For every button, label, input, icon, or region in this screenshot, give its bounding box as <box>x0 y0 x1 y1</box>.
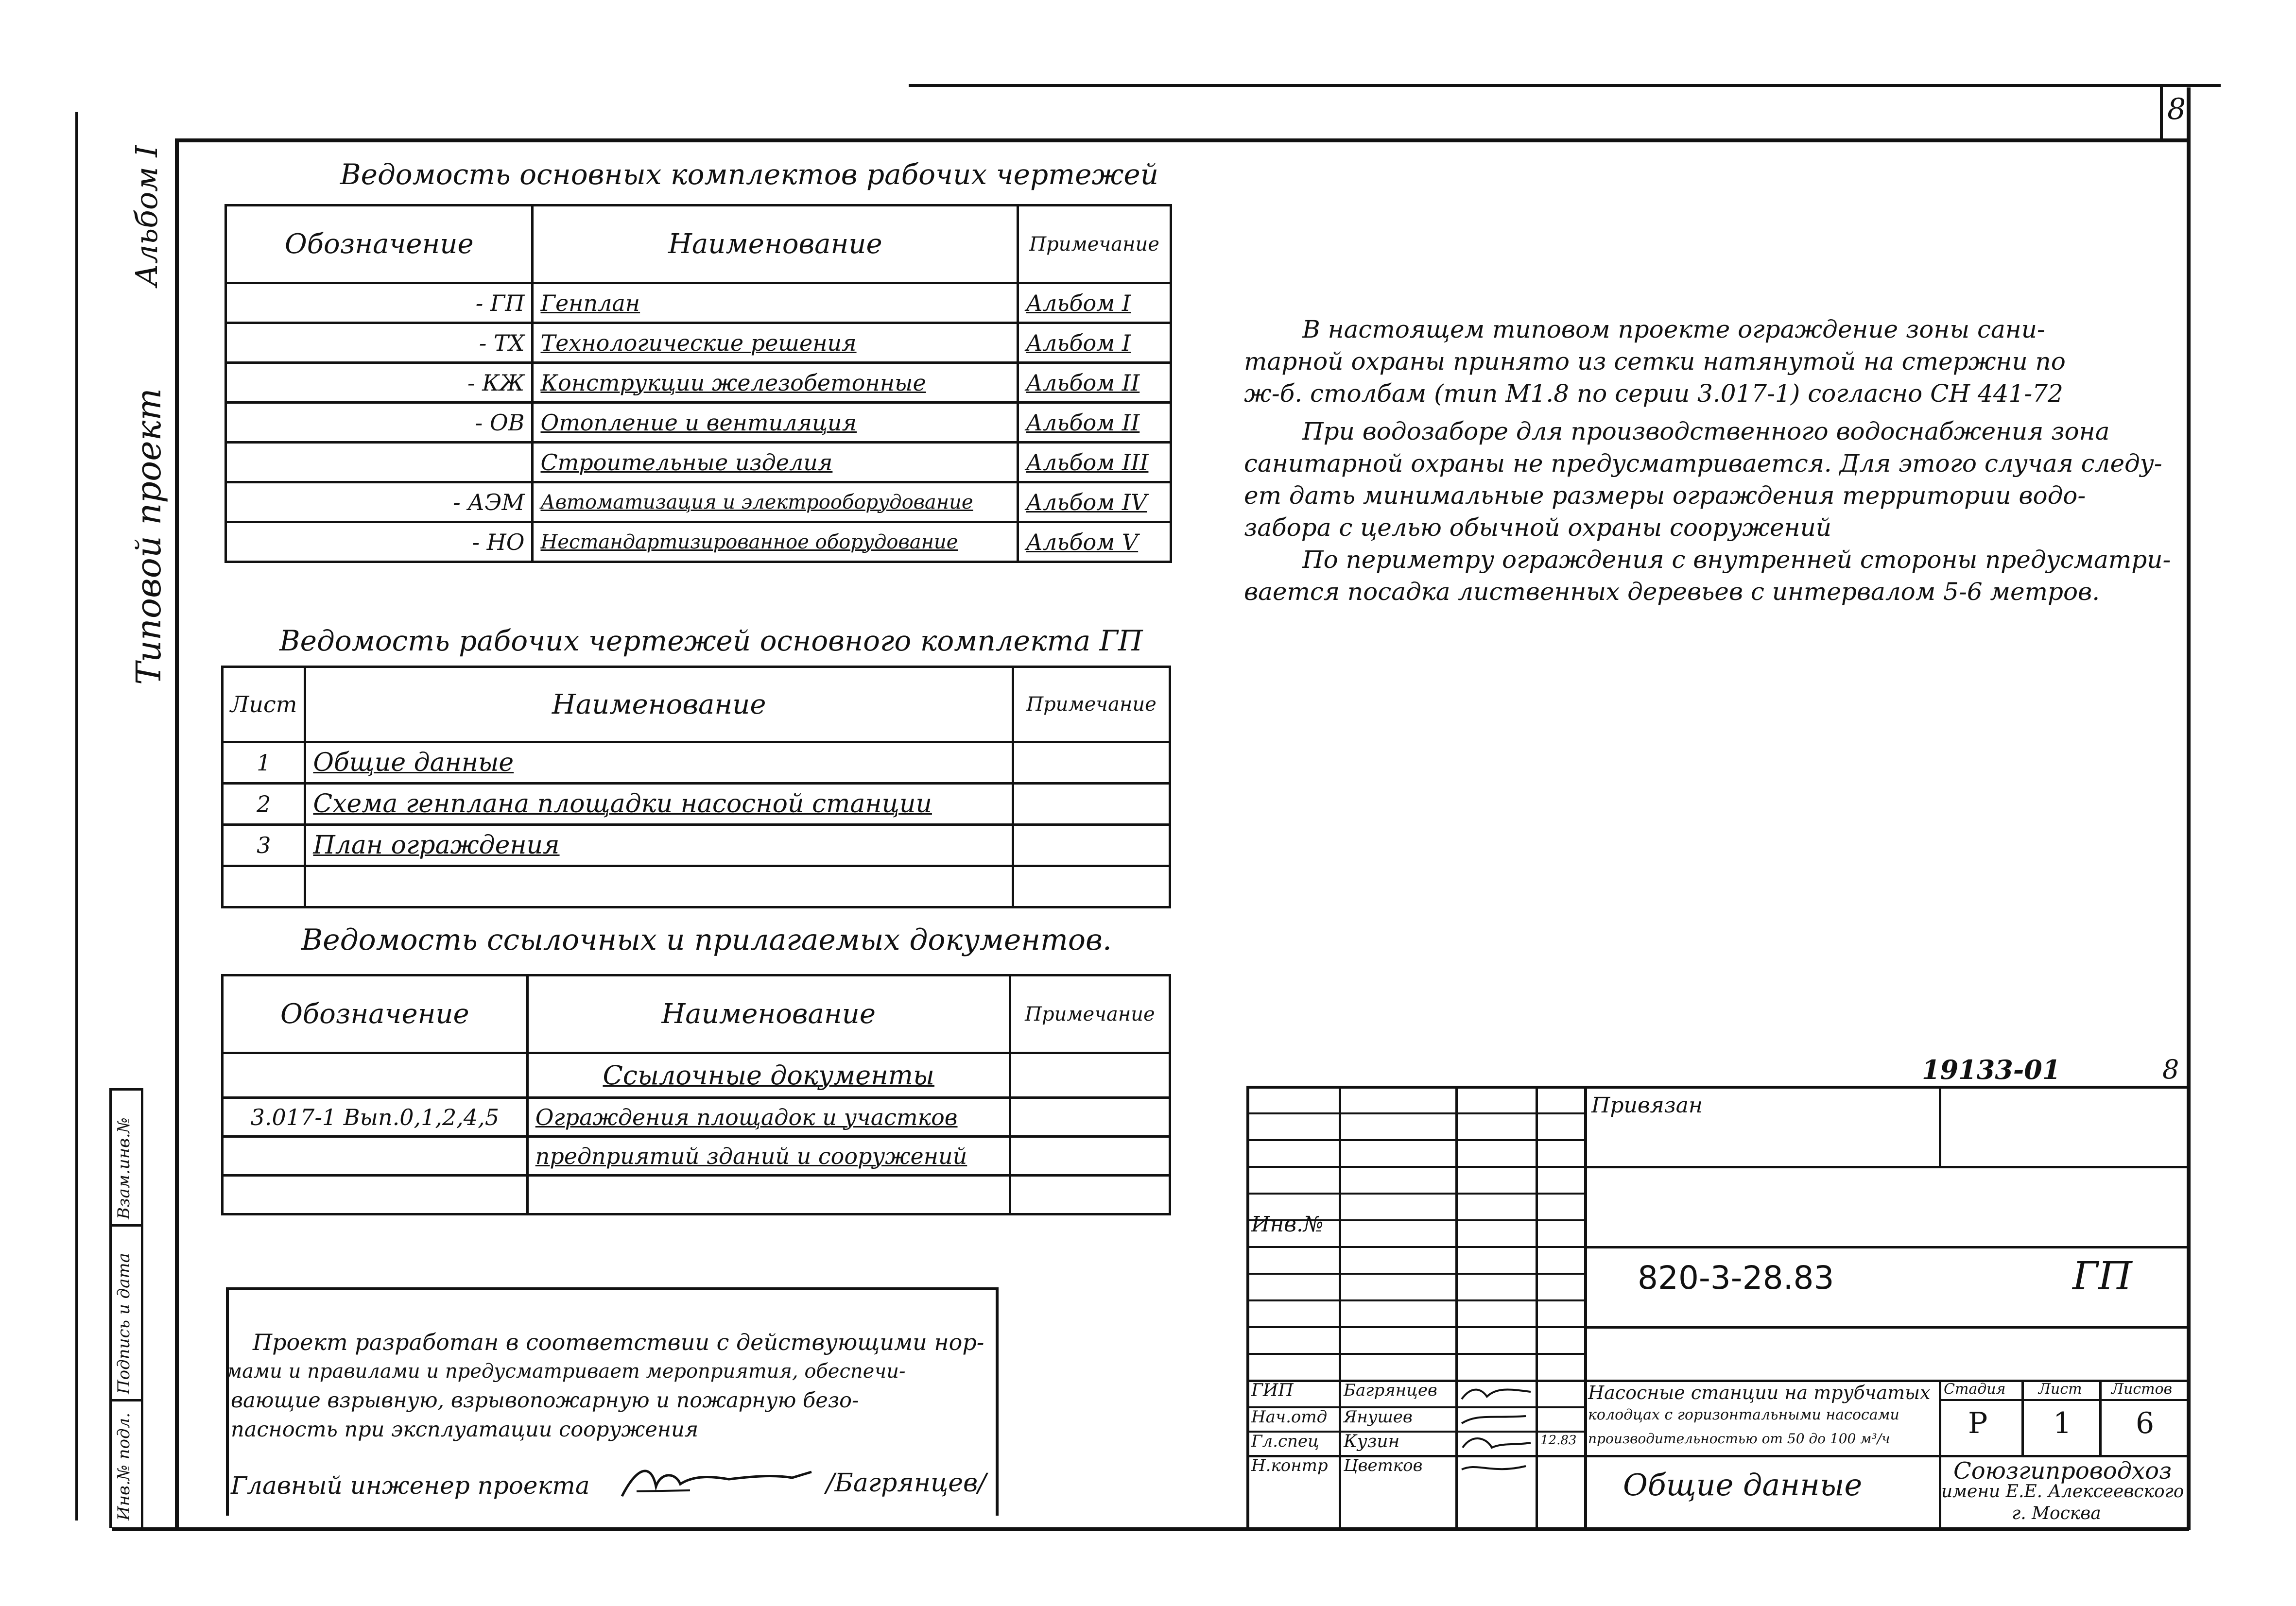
top-border-line <box>909 84 2221 87</box>
chief-signature <box>617 1457 821 1506</box>
org-line-1: Союзгипроводхоз <box>1953 1457 2172 1485</box>
row-note <box>1010 1098 1170 1137</box>
main-sets-table <box>224 204 1172 563</box>
role-label: Н.контр <box>1251 1456 1328 1475</box>
row-sheet: 1 <box>223 742 305 784</box>
row-code <box>223 1176 528 1214</box>
compliance-line-1: Проект разработан в соответствии с действующими нор- <box>253 1329 984 1355</box>
role-signatures <box>1458 1380 1536 1482</box>
row-name <box>527 1176 1010 1214</box>
album-side-label: Альбом I <box>129 145 164 287</box>
table-row <box>226 363 1171 403</box>
row-code: - НО <box>226 522 533 562</box>
role-date: 12.83 <box>1540 1433 1577 1448</box>
table1-header-note: Примечание <box>1018 205 1171 283</box>
row-note <box>1013 742 1170 784</box>
strip-top <box>109 1088 143 1091</box>
object-title-line-3: производительностью от 50 до 100 м³/ч <box>1588 1431 1890 1447</box>
row-note: Альбом IV <box>1018 482 1171 522</box>
chief-engineer-label: Главный инженер проекта <box>231 1471 590 1500</box>
table2-header-name: Наименование <box>305 667 1013 742</box>
row-note: Альбом III <box>1018 443 1171 482</box>
row-name: Схема генплана площадки насосной станции <box>305 784 1013 825</box>
referenced-docs-table <box>221 974 1171 1215</box>
table2-title: Ведомость рабочих чертежей основного комплекта ГП <box>279 624 1143 657</box>
row-name: Отопление и вентиляция <box>533 403 1018 443</box>
signature-date-label: Подпись и дата <box>114 1253 134 1394</box>
row-name <box>305 866 1013 907</box>
notes-line-6: ет дать минимальные размеры ограждения территории водо- <box>1244 481 2086 510</box>
frame-top <box>177 138 2187 142</box>
notes-line-8: По периметру ограждения с внутренней стороны предусматри- <box>1302 546 2171 574</box>
strip-outer <box>109 1088 112 1528</box>
table-row <box>223 825 1170 866</box>
strip-div-2 <box>109 1399 143 1401</box>
frame-bottom <box>112 1527 2189 1531</box>
role-label: ГИП <box>1251 1381 1294 1401</box>
chief-engineer-name: /Багрянцев/ <box>826 1469 986 1498</box>
object-title-line-1: Насосные станции на трубчатых <box>1588 1382 1931 1403</box>
table-row <box>223 1176 1170 1214</box>
row-code: 3.017-1 Вып.0,1,2,4,5 <box>223 1098 528 1137</box>
table2-header-note: Примечание <box>1013 667 1170 742</box>
row-code: - ГП <box>226 283 533 323</box>
row-code <box>223 1137 528 1176</box>
bound-label: Привязан <box>1591 1093 1703 1118</box>
row-code: - АЭМ <box>226 482 533 522</box>
row-sheet <box>223 866 305 907</box>
frame-right <box>2187 87 2191 1530</box>
row-note <box>1010 1137 1170 1176</box>
table3-header-name: Наименование <box>527 975 1010 1053</box>
strip-div-1 <box>109 1224 143 1227</box>
stage-value: Р <box>1968 1406 1988 1440</box>
table-row <box>223 1137 1170 1176</box>
row-code <box>226 443 533 482</box>
project-side-label: Типовой проект <box>129 388 169 685</box>
table-row <box>226 323 1171 363</box>
title-block-corner: 8 <box>2162 1054 2179 1085</box>
table1-title: Ведомость основных комплектов рабочих чертежей <box>340 158 1159 191</box>
role-name: Кузин <box>1344 1432 1400 1452</box>
table-row <box>223 742 1170 784</box>
row-note <box>1013 866 1170 907</box>
row-note <box>1013 825 1170 866</box>
org-line-3: г. Москва <box>2012 1503 2101 1523</box>
role-name: Багрянцев <box>1344 1381 1437 1400</box>
inv-orig-label: Инв.№ подл. <box>114 1413 134 1521</box>
row-note <box>1013 784 1170 825</box>
drawings-table <box>221 666 1171 908</box>
notes-line-4: При водозаборе для производственного водоснабжения зона <box>1302 417 2110 445</box>
sheets-header: Листов <box>2111 1381 2173 1398</box>
org-line-2: имени Е.Е. Алексеевского <box>1941 1482 2184 1502</box>
row-note: Альбом II <box>1018 403 1171 443</box>
table-row <box>226 403 1171 443</box>
tb-top <box>1246 1086 2189 1089</box>
row-name: Строительные изделия <box>533 443 1018 482</box>
table-row <box>226 283 1171 323</box>
row-name: Автоматизация и электрооборудование <box>533 482 1018 522</box>
stage-header: Стадия <box>1944 1381 2006 1398</box>
notes-line-1: В настоящем типовом проекте ограждение зоны сани- <box>1302 315 2045 343</box>
row-name: предприятий зданий и сооружений <box>527 1137 1010 1176</box>
table2-header-sheet: Лист <box>223 667 305 742</box>
frame-left <box>175 138 179 1530</box>
sheet-corner-number: 8 <box>2167 92 2186 126</box>
role-name: Цветков <box>1344 1456 1423 1475</box>
row-name: Генплан <box>533 283 1018 323</box>
table1-header-code: Обозначение <box>226 205 533 283</box>
row-sheet: 3 <box>223 825 305 866</box>
row-name: Конструкции железобетонные <box>533 363 1018 403</box>
sheet-title: Общие данные <box>1623 1467 1863 1503</box>
object-title-line-2: колодцах с горизонтальными насосами <box>1588 1406 1899 1423</box>
inv-label: Инв.№ <box>1251 1212 1324 1237</box>
doc-mark: ГП <box>2072 1253 2132 1298</box>
section-label: Ссылочные документы <box>527 1053 1010 1098</box>
row-name: Нестандартизированное оборудование <box>533 522 1018 562</box>
row-code: - КЖ <box>226 363 533 403</box>
role-name: Янушев <box>1344 1407 1413 1427</box>
row-name: Технологические решения <box>533 323 1018 363</box>
table-row <box>226 482 1171 522</box>
row-code: - ОВ <box>226 403 533 443</box>
notes-line-2: тарной охраны принято из сетки натянутой на стержни по <box>1244 347 2066 376</box>
archive-number: 19133-01 <box>1922 1054 2061 1085</box>
notes-line-5: санитарной охраны не предусматривается. Для этого случая следу- <box>1244 449 2162 478</box>
sheet-value: 1 <box>2053 1406 2072 1440</box>
table3-header-note: Примечание <box>1010 975 1170 1053</box>
strip-inner <box>141 1088 143 1528</box>
table-row <box>226 443 1171 482</box>
notes-line-9: вается посадка лиственных деревьев с интервалом 5-6 метров. <box>1244 578 2100 606</box>
row-name: План ограждения <box>305 825 1013 866</box>
compliance-line-3: вающие взрывную, взрывопожарную и пожарную безо- <box>231 1388 859 1413</box>
row-sheet: 2 <box>223 784 305 825</box>
tb-left <box>1246 1086 1249 1530</box>
row-note: Альбом V <box>1018 522 1171 562</box>
notes-line-7: забора с целью обычной охраны сооружений <box>1244 513 1831 542</box>
compliance-line-2: мами и правилами и предусматривает мероприятия, обеспечи- <box>226 1360 906 1383</box>
table-row <box>223 1098 1170 1137</box>
table3-header-code: Обозначение <box>223 975 528 1053</box>
compliance-line-4: пасность при эксплуатации сооружения <box>231 1418 699 1442</box>
table-row <box>223 784 1170 825</box>
corner-box-left <box>2160 85 2163 141</box>
table-row <box>226 522 1171 562</box>
row-name: Общие данные <box>305 742 1013 784</box>
table-row <box>223 866 1170 907</box>
sheets-value: 6 <box>2136 1406 2155 1440</box>
row-note <box>1010 1176 1170 1214</box>
row-note: Альбом I <box>1018 323 1171 363</box>
table-row <box>223 1053 1170 1098</box>
row-note: Альбом I <box>1018 283 1171 323</box>
notes-line-3: ж-б. столбам (тип М1.8 по серии 3.017-1) согласно СН 441-72 <box>1244 379 2063 408</box>
row-name: Ограждения площадок и участков <box>527 1098 1010 1137</box>
table1-header-name: Наименование <box>533 205 1018 283</box>
doc-code: 820-3-28.83 <box>1638 1259 1834 1297</box>
row-code: - ТХ <box>226 323 533 363</box>
replace-inv-label: Взам.инв.№ <box>114 1117 134 1219</box>
role-label: Нач.отд <box>1251 1407 1328 1427</box>
table3-title: Ведомость ссылочных и прилагаемых документов. <box>301 923 1112 957</box>
outer-left-margin <box>75 112 78 1521</box>
sheet-header: Лист <box>2038 1381 2082 1398</box>
row-note: Альбом II <box>1018 363 1171 403</box>
role-label: Гл.спец <box>1251 1432 1319 1451</box>
